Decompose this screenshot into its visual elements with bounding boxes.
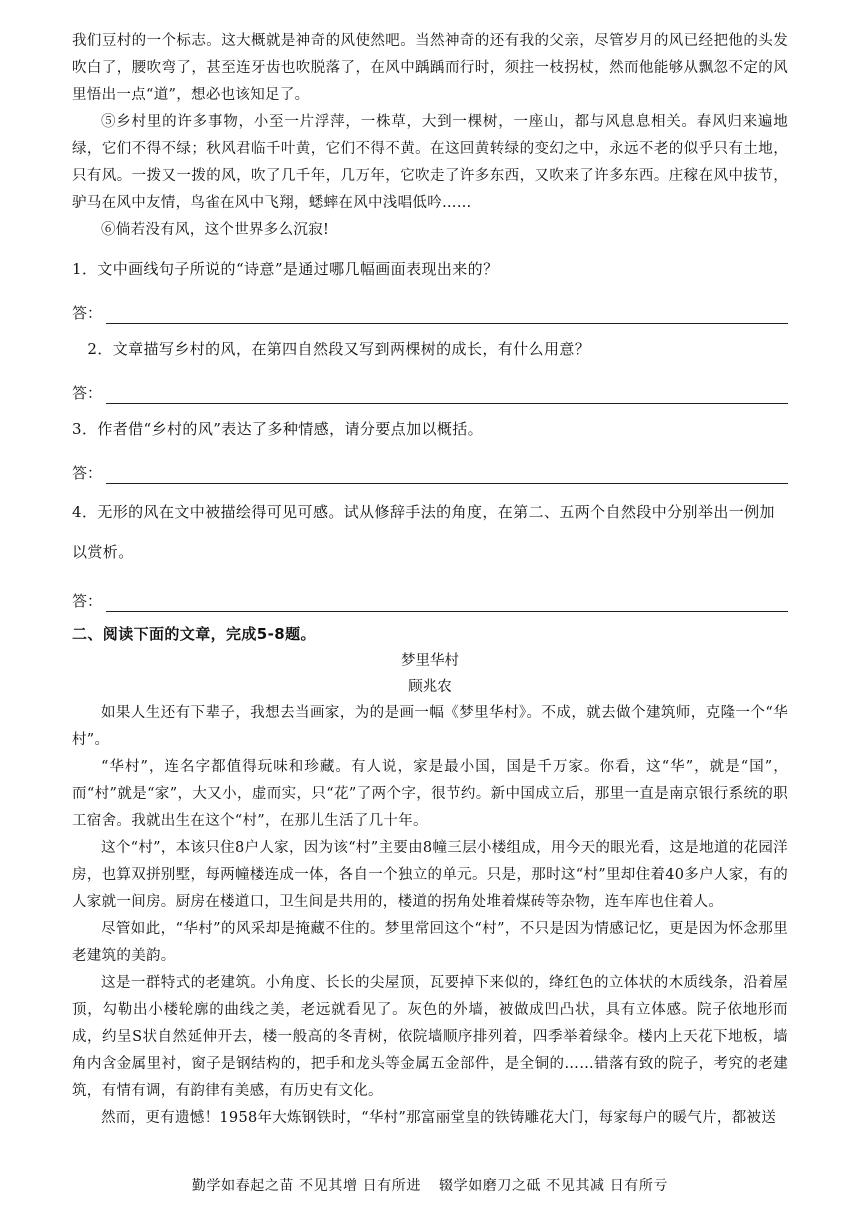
article-paragraph: 如果人生还有下辈子，我想去当画家，为的是画一幅《梦里华村》。不成，就去做个建筑师，克隆一个“华村”。	[72, 705, 788, 748]
question-3-text: 3．作者借“乡村的风”表达了多种情感，请分要点加以概括。	[72, 420, 484, 438]
section-2-heading: 二、阅读下面的文章，完成5-8题。	[72, 625, 316, 643]
answer-row-2	[72, 378, 788, 404]
answer-label: 答：	[72, 304, 103, 322]
page-footer-motto	[0, 1175, 860, 1195]
answer-row-1	[72, 298, 788, 324]
continued-paragraph: 我们豆村的一个标志。这大概就是神奇的风使然吧。当然神奇的还有我的父亲，尽管岁月的风已经把他的头发吹白了，腰吹弯了，甚至连牙齿也吹脱落了，在风中踽踽而行时，须拄一枝拐杖，然而他能够从飘忽不定的风里悟出一点“道”，想必也该知足了。	[72, 33, 788, 103]
answer-line-3[interactable]	[106, 461, 788, 484]
answer-line-2[interactable]	[106, 381, 788, 404]
answer-label: 答：	[72, 464, 103, 482]
article-paragraph: 然而，更有遗憾！1958年大炼钢铁时，“华村”那富丽堂皇的铁铸雕花大门，每家每户的暖气片，都被送	[101, 1110, 777, 1126]
question-4-text: 4．无形的风在文中被描绘得可见可感。试从修辞手法的角度，在第二、五两个自然段中分别举出一例加以赏析。	[72, 503, 775, 561]
question-2-text: 2．文章描写乡村的风，在第四自然段又写到两棵树的成长，有什么用意？	[72, 340, 591, 358]
footer-motto-left: 勤学如春起之苗 不见其增 日有所进	[191, 1178, 421, 1194]
answer-line-4[interactable]	[106, 589, 788, 612]
answer-label: 答：	[72, 592, 103, 610]
answer-line-1[interactable]	[106, 301, 788, 324]
paragraph-6: ⑥倘若没有风，这个世界多么沉寂!	[101, 222, 330, 238]
answer-row-4	[72, 586, 788, 612]
article-paragraph: 这个“村”，本该只住8户人家，因为该“村”主要由8幢三层小楼组成，用今天的眼光看，这是地道的花园洋房，也算双拼别墅，每两幢楼连成一体，各自一个独立的单元。只是，那时这“村”里却住着40多户人家，有的人家就一间房。厨房在楼道口，卫生间是共用的，楼道的拐角处堆着煤砖等杂物，连车库也住着人。	[72, 840, 788, 910]
article-paragraph: 这是一群特式的老建筑。小角度、长长的尖屋顶，瓦要掉下来似的，绛红色的立体状的木质线条，沿着屋顶，勾勒出小楼轮廓的曲线之美，老远就看见了。灰色的外墙，被做成凹凸状，具有立体感。院子依地形而成，约呈S状自然延伸开去，楼一般高的冬青树，依院墙顺序排列着，四季举着绿伞。楼内上天花下地板，墙角内含金属里衬，窗子是钢结构的，把手和龙头等金属五金部件，是全铜的……错落有致的院子，考究的老建筑，有情有调，有韵律有美感，有历史有文化。	[72, 975, 788, 1099]
footer-motto-right: 辍学如磨刀之砥 不见其减 日有所亏	[439, 1178, 669, 1194]
question-3	[72, 414, 788, 484]
question-1	[72, 254, 788, 324]
article-title: 梦里华村	[401, 653, 459, 669]
question-2	[72, 334, 788, 404]
question-1-text: 1．文中画线句子所说的“诗意”是通过哪几幅画面表现出来的？	[72, 260, 499, 278]
article-paragraph: 尽管如此，“华村”的风采却是掩藏不住的。梦里常回这个“村”，不只是因为情感记忆，更是因为怀念那里老建筑的美韵。	[72, 921, 788, 964]
answer-label: 答：	[72, 384, 103, 402]
article-paragraph: “华村”，连名字都值得玩味和珍藏。有人说，家是最小国，国是千万家。你看，这“华”，就是“国”，而“村”就是“家”，大又小，虚而实，只“花”了两个字，很节约。新中国成立后，那里一直是南京银行系统的职工宿舍。我就出生在这个“村”，在那儿生活了几十年。	[72, 759, 788, 829]
answer-row-3	[72, 458, 788, 484]
paragraph-5: ⑤乡村里的许多事物，小至一片浮萍，一株草，大到一棵树，一座山，都与风息息相关。春风归来遍地绿，它们不得不绿；秋风君临千叶黄，它们不得不黄。在这回黄转绿的变幻之中，永远不老的似乎只有土地，只有风。一拨又一拨的风，吹了几千年，几万年，它吹走了许多东西，又吹来了许多东西。庄稼在风中拔节，驴马在风中友情，鸟雀在风中飞翔，蟋蟀在风中浅唱低吟……	[72, 114, 788, 211]
article-author: 顾兆农	[408, 679, 452, 695]
question-4	[72, 492, 788, 612]
